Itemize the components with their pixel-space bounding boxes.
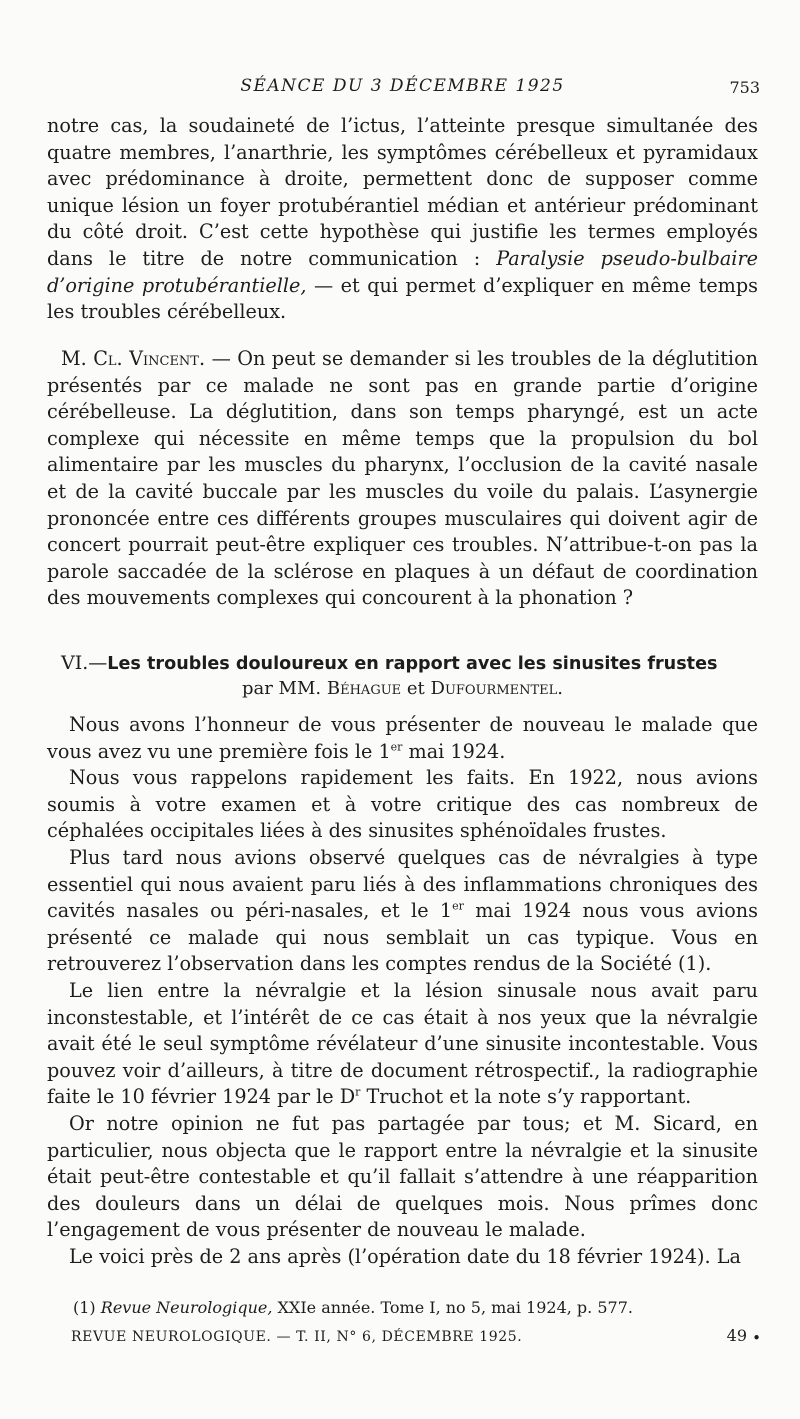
footnote-text: XXIe année. Tome I, no 5, mai 1924, p. 577. <box>272 1298 633 1317</box>
running-title: SÉANCE DU 3 DÉCEMBRE 1925 <box>240 76 565 96</box>
page-number: 753 <box>729 78 760 97</box>
paragraph-text: Nous avons l’honneur de vous présenter de nouveau le malade que vous avez vu une première fois le 1 <box>47 713 758 763</box>
footnote <box>73 1297 753 1319</box>
paragraph: Or notre opinion ne fut pas partagée par tous; et M. Sicard, en particulier, nous objecta que le rapport entre la névralgie et la sinusite était peut-être contestable et qu’il fallait s’attendre à une réapparition des douleurs dans un délai de quelques mois. Nous prîmes donc l’engagement de vous présenter de nouveau le malade. <box>47 1111 758 1242</box>
paragraph-text: Le lien entre la névralgie et la lésion sinusale nous avait paru inconstestable, et l’intérêt de ce cas était à nos yeux que la névralgie avait été le seul symptôme révélateur d’une sinusite incontestable. Vous pouvez voir d’ailleurs, à titre de document rétrospectif., la radiographie faite le 10 février 1924 par le D <box>47 978 758 1109</box>
footnote-journal: Revue Neurologique, <box>100 1298 273 1317</box>
speaker-name: M. Cl. Vincent. <box>61 347 206 370</box>
article-body <box>47 712 758 1270</box>
paragraph <box>47 712 758 765</box>
paragraph-text: notre cas, la soudaineté de l’ictus, l’atteinte presque simultanée des quatre membres, l’anarthrie, les symptômes cérébelleux et pyramidaux avec prédominance à droite, permettent donc de supposer comme unique lésion un foyer protubérantiel médian et antérieur prédominant du côté droit. C’est cette hypothèse qui justifie les termes employés dans le titre de notre communication : <box>47 114 758 270</box>
section-title: Les troubles douloureux en rapport avec les sinusites frustes <box>107 654 718 674</box>
paragraph <box>47 978 758 1111</box>
paragraph <box>47 845 758 978</box>
authors-prefix: par MM. <box>241 678 322 699</box>
paragraph-text: mai 1924. <box>402 739 506 763</box>
superscript: er <box>390 740 403 754</box>
journal-signature: REVUE NEUROLOGIQUE. — T. II, N° 6, DÉCEMBRE 1925. <box>71 1329 523 1345</box>
section-authors <box>47 676 758 702</box>
page-header <box>47 76 758 100</box>
printer-mark: • <box>752 1329 761 1347</box>
section-heading <box>61 651 761 676</box>
vincent-remark <box>47 346 758 612</box>
authors-joiner: et <box>406 678 425 699</box>
paragraph: Le voici près de 2 ans après (l’opération date du 18 février 1924). La <box>69 1244 741 1268</box>
remark-text: — On peut se demander si les troubles de la déglutition présentés par ce malade ne sont pas en grande partie d’origine cérébelleuse. La déglutition, dans son temps pharyngé, est un acte complexe qui nécessite en même temps que la propulsion du bol alimentaire par les muscles du pharynx, l’occlusion de la cavité nasale et de la cavité buccale par les muscles du voile du palais. L’asynergie prononcée entre ces différents groupes musculaires qui doivent agir de concert pourrait peut-être expliquer ces troubles. N’attribue-t-on pas la parole saccadée de la sclérose en plaques à un défaut de coordination des mouvements complexes qui concourent à la phonation ? <box>47 347 758 610</box>
paragraph-text-end: — et qui permet d’expliquer en même temps les troubles cérébelleux. <box>47 273 758 324</box>
superscript: r <box>355 1085 361 1099</box>
section-number: VI.— <box>61 652 108 674</box>
paragraph-text: Plus tard nous avions observé quelques cas de névralgies à type essentiel qui nous avaient paru liés à des inflammations chroniques des cavités nasales ou péri-nasales, et le 1 <box>47 845 758 923</box>
superscript: er <box>452 899 464 913</box>
sheet-number: 49 <box>726 1326 747 1345</box>
paragraph: Nous vous rappelons rapidement les faits. En 1922, nous avions soumis à votre examen et à votre critique des cas nombreux de céphalées occipitales liées à des sinusites sphénoïdales frustes. <box>47 766 758 843</box>
author-name: Dufourmentel. <box>430 678 564 699</box>
paragraph <box>47 346 758 612</box>
author-name: Béhague <box>326 678 402 699</box>
discussion-continued <box>47 113 758 326</box>
footnote-marker: (1) <box>73 1298 96 1317</box>
communication-title: Paralysie pseudo-bulbaire d’origine protubérantielle, <box>47 246 758 297</box>
page-footer <box>71 1326 761 1350</box>
paragraph-text: mai 1924 nous vous avions présenté ce malade qui nous semblait un cas typique. Vous en retrouverez l’observation dans les comptes rendus de la Société (1). <box>47 899 758 976</box>
paragraph <box>47 113 758 326</box>
paragraph-text: Truchot et la note s’y rapportant. <box>360 1085 692 1109</box>
